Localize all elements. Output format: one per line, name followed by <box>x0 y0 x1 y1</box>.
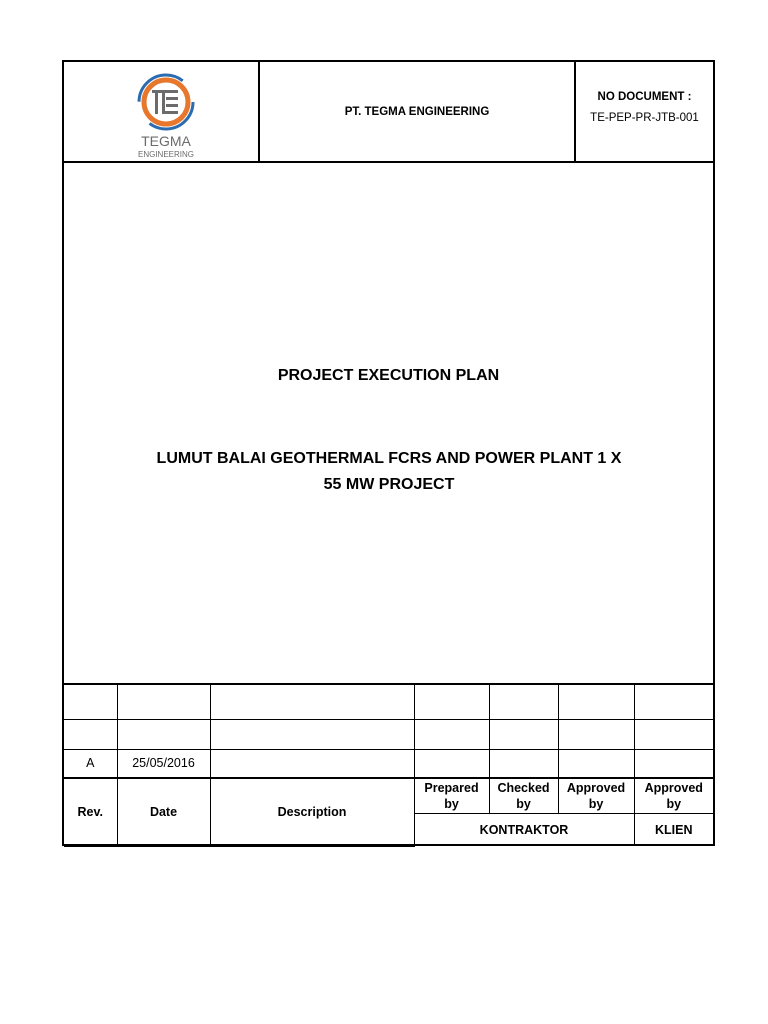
logo-cell <box>64 62 260 161</box>
header-rev: Rev. <box>64 778 117 846</box>
revision-date: 25/05/2016 <box>117 749 210 778</box>
revision-table <box>64 683 713 847</box>
header-prepared-by: Prepared by <box>414 778 489 813</box>
project-title-line-2: 55 MW PROJECT <box>323 476 455 493</box>
header-kontraktor: KONTRAKTOR <box>414 813 634 846</box>
header-client-approved-by: Approved by <box>634 778 713 813</box>
company-name: PT. TEGMA ENGINEERING <box>344 105 490 118</box>
company-cell <box>260 62 576 161</box>
document-frame <box>62 60 715 846</box>
revision-code: A <box>64 749 117 778</box>
revision-header-row <box>64 778 713 813</box>
header-date: Date <box>117 778 210 846</box>
document-number-cell <box>576 62 713 161</box>
revision-description <box>210 749 414 778</box>
revision-row-empty-1 <box>64 684 713 719</box>
revision-row-empty-2 <box>64 719 713 749</box>
document-title: PROJECT EXECUTION PLAN <box>277 367 500 384</box>
tegma-logo <box>124 68 208 160</box>
revision-row-a <box>64 749 713 778</box>
header-approved-by: Approved by <box>558 778 634 813</box>
project-title <box>124 446 654 498</box>
header-klien: KLIEN <box>634 813 713 846</box>
document-header <box>64 62 713 163</box>
header-checked-by: Checked by <box>489 778 558 813</box>
document-number-label: NO DOCUMENT : <box>597 91 692 103</box>
header-description: Description <box>210 778 414 846</box>
logo-text: TEGMA <box>141 133 191 149</box>
project-title-line-1: LUMUT BALAI GEOTHERMAL FCRS AND POWER PLANT 1 X <box>156 450 622 467</box>
document-number: TE-PEP-PR-JTB-001 <box>590 112 699 124</box>
logo-subtext: ENGINEERING <box>137 150 195 159</box>
